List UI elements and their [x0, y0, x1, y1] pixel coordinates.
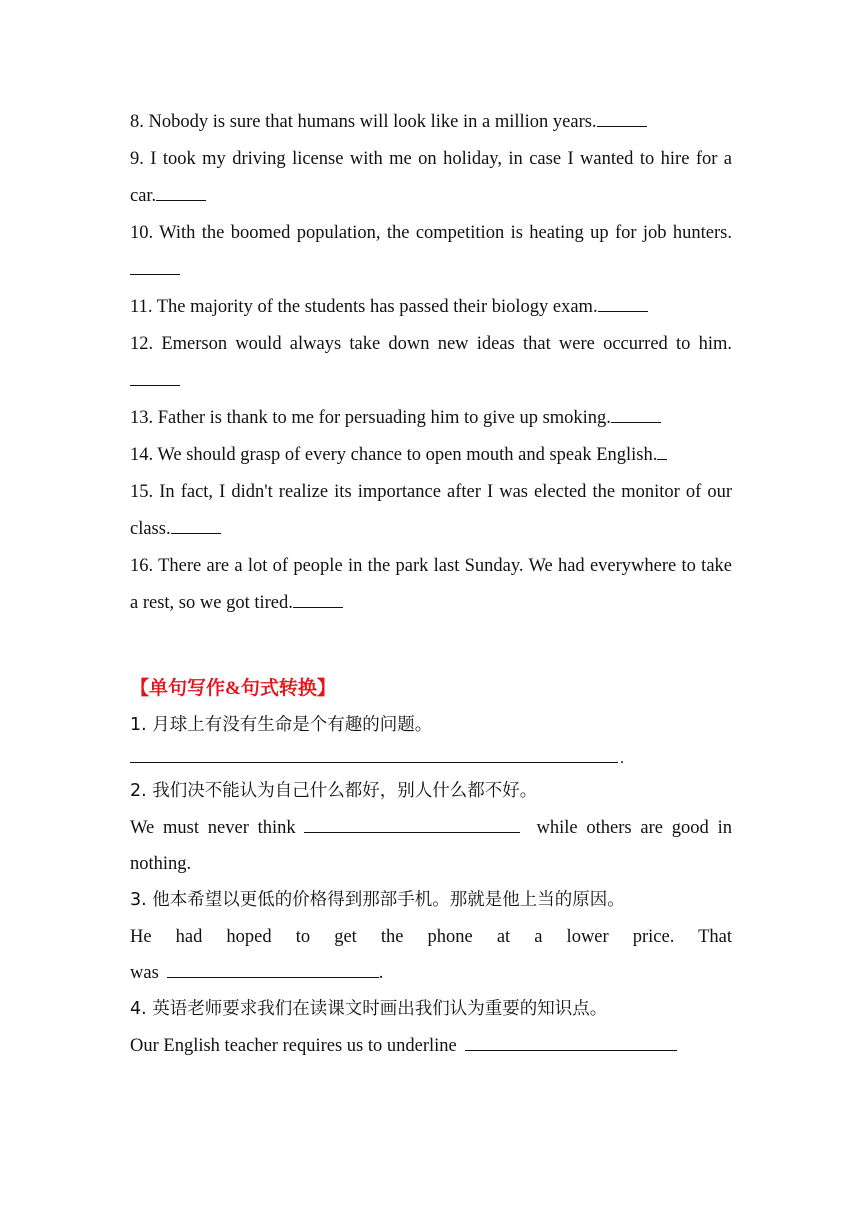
- writing-2-prompt: [130, 773, 732, 810]
- answer-line[interactable]: [130, 744, 624, 767]
- period-mark: .: [378, 963, 384, 983]
- item-text: Father is thank to me for persuading him to give up smoking.: [157, 408, 611, 428]
- answer-blank[interactable]: [597, 112, 647, 127]
- item-text: Nobody is sure that humans will look like in a million years.: [148, 112, 597, 132]
- sentence-start: Our English teacher requires us to underline: [130, 1036, 457, 1056]
- item-16: [130, 548, 732, 622]
- item-12: [130, 326, 732, 400]
- answer-blank[interactable]: [611, 408, 661, 423]
- sentence-start: was: [130, 963, 159, 983]
- item-text: Emerson would always take down new ideas that were occurred to him.: [161, 334, 733, 354]
- sentence-start: We must never think: [130, 818, 296, 838]
- period-mark: .: [620, 750, 624, 767]
- item-9: [130, 141, 732, 215]
- answer-blank[interactable]: [304, 818, 520, 833]
- answer-blank[interactable]: [171, 519, 221, 534]
- item-8: [130, 104, 732, 141]
- item-number: 2.: [130, 781, 147, 801]
- writing-1-prompt: [130, 707, 732, 744]
- document-page: [130, 104, 732, 1064]
- item-text: We should grasp of every chance to open mouth and speak English.: [157, 445, 658, 465]
- writing-4-prompt: [130, 991, 732, 1028]
- writing-3-line-2: [130, 955, 732, 991]
- item-10: [130, 215, 732, 289]
- item-number: 16.: [130, 556, 154, 576]
- answer-blank[interactable]: [156, 186, 206, 201]
- answer-blank[interactable]: [130, 371, 180, 386]
- item-number: 11.: [130, 297, 153, 317]
- item-number: 12.: [130, 334, 154, 354]
- item-number: 3.: [130, 890, 147, 910]
- item-13: [130, 400, 732, 437]
- item-number: 1.: [130, 715, 147, 735]
- item-text: There are a lot of people in the park last Sunday. We had everywhere to take a rest, so we got tired.: [130, 556, 732, 613]
- answer-blank[interactable]: [167, 963, 379, 978]
- item-number: 14.: [130, 445, 154, 465]
- item-number: 15.: [130, 482, 154, 502]
- section-title: 【单句写作&句式转换】: [130, 678, 336, 699]
- item-15: [130, 474, 732, 548]
- writing-3-prompt: [130, 882, 732, 919]
- item-11: [130, 289, 732, 326]
- chinese-prompt: 他本希望以更低的价格得到那部手机。那就是他上当的原因。: [152, 890, 625, 910]
- chinese-prompt: 月球上有没有生命是个有趣的问题。: [152, 715, 433, 735]
- sentence-end: while others are good in nothing.: [130, 818, 732, 874]
- writing-2-sentence: [130, 810, 732, 882]
- answer-blank[interactable]: [465, 1036, 677, 1051]
- answer-blank[interactable]: [130, 260, 180, 275]
- answer-blank[interactable]: [293, 593, 343, 608]
- item-text: I took my driving license with me on holiday, in case I wanted to hire for a car.: [130, 149, 733, 206]
- chinese-prompt: 英语老师要求我们在读课文时画出我们认为重要的知识点。: [152, 999, 608, 1019]
- writing-4-sentence: [130, 1028, 732, 1064]
- answer-blank[interactable]: [657, 445, 667, 460]
- answer-blank[interactable]: [598, 297, 648, 312]
- item-number: 8.: [130, 112, 144, 132]
- item-14: [130, 437, 732, 474]
- item-number: 9.: [130, 149, 144, 169]
- item-text: In fact, I didn't realize its importance after I was elected the monitor of our class.: [130, 482, 732, 539]
- item-text: The majority of the students has passed their biology exam.: [156, 297, 598, 317]
- chinese-prompt: 我们决不能认为自己什么都好，别人什么都不好。: [152, 781, 538, 801]
- item-number: 4.: [130, 999, 147, 1019]
- writing-3-line-1: He had hoped to get the phone at a lower price. That: [130, 927, 732, 947]
- item-text: With the boomed population, the competition is heating up for job hunters.: [159, 223, 732, 243]
- item-number: 10.: [130, 223, 154, 243]
- item-number: 13.: [130, 408, 154, 428]
